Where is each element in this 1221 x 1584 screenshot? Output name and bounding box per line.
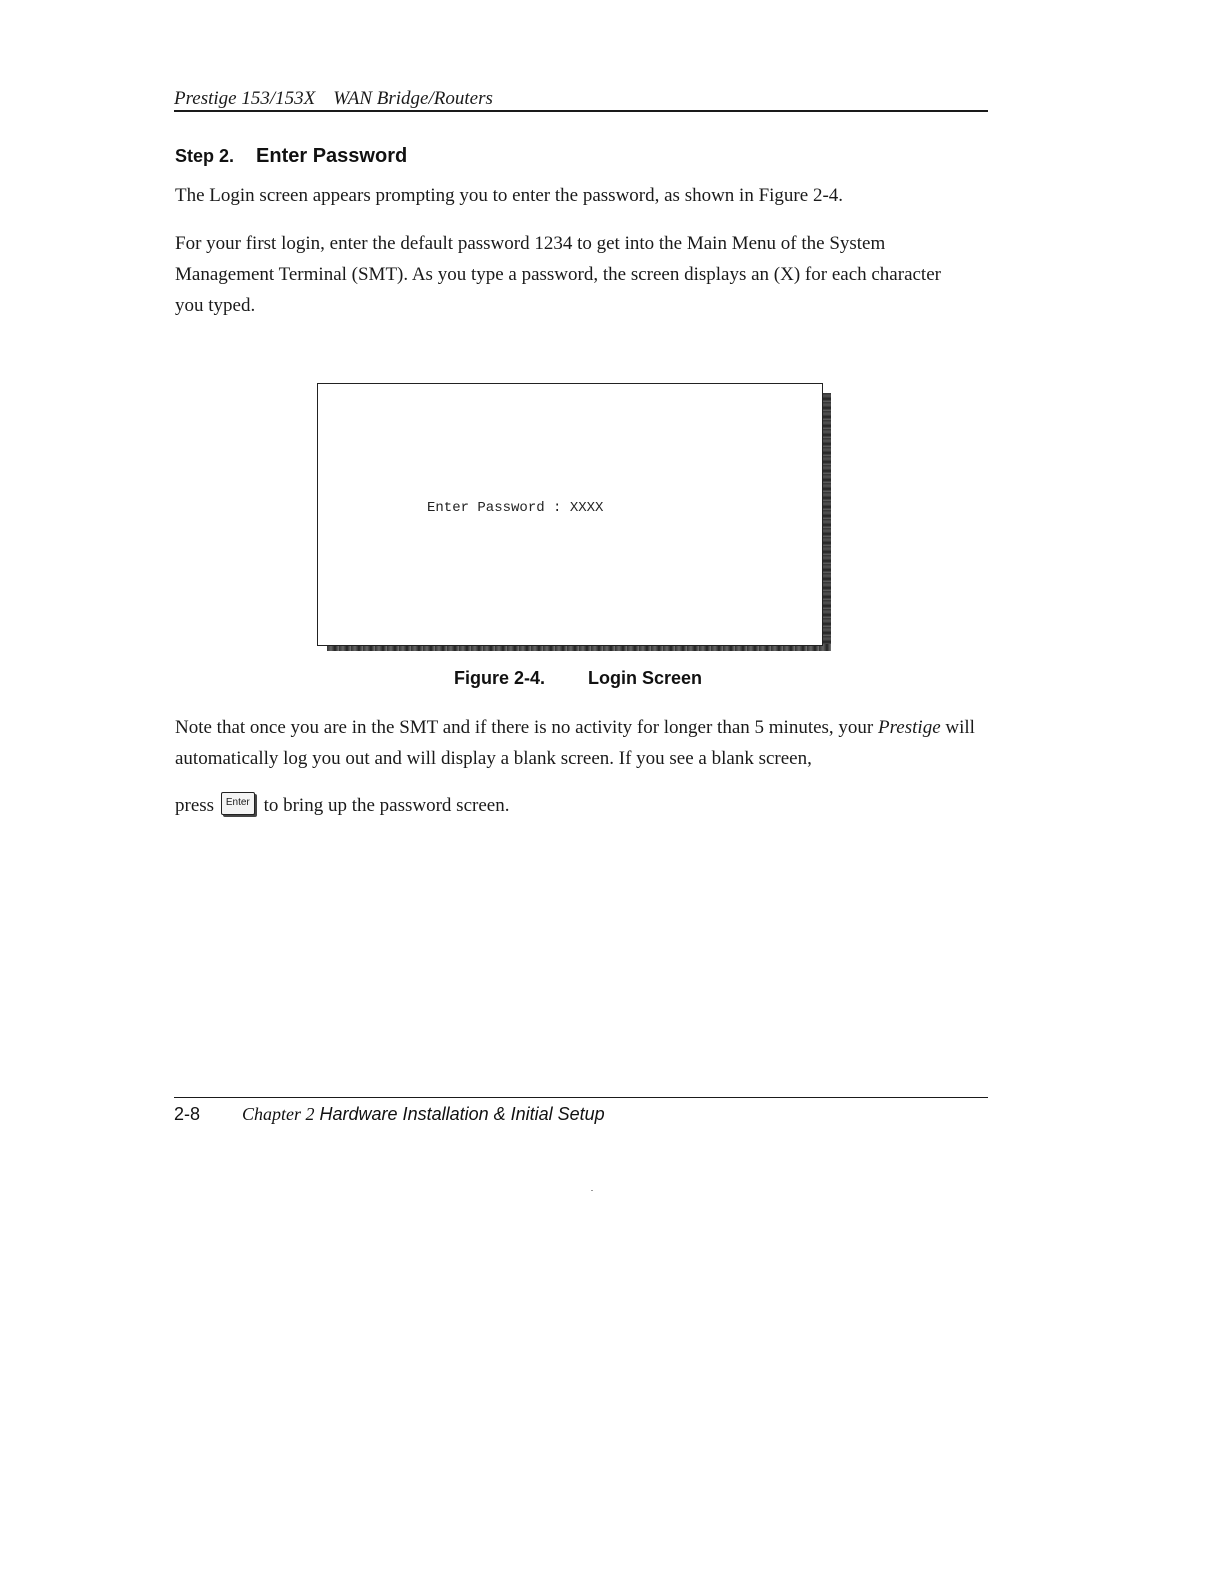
press-enter-paragraph (175, 790, 875, 821)
first-login-paragraph: For your first login, enter the default password 1234 to get into the Main Menu of the System Management Terminal (SMT). As you type a password, the screen displays an (X) for each character you typed. (175, 233, 941, 316)
press-text-after: to bring up the password screen. (263, 795, 510, 816)
scan-speck (591, 1190, 593, 1191)
step-number: Step 2. (175, 146, 235, 166)
chapter-title: Hardware Installation & Initial Setup (319, 1104, 605, 1124)
footer-text (174, 1104, 605, 1125)
step-heading (175, 145, 407, 168)
header-model: Prestige 153/153X (174, 88, 316, 109)
figure-number: Figure 2-4. (454, 668, 546, 688)
step-title: Enter Password (256, 145, 408, 167)
header-title (174, 88, 493, 110)
chapter-label: Chapter 2 (242, 1104, 315, 1124)
note-paragraph (175, 712, 990, 774)
note-text-start: Note that once you are in the SMT and if there is no activity for longer than 5 minutes, your (175, 717, 879, 738)
note-product-name: Prestige (878, 717, 941, 738)
password-prompt: Enter Password : XXXX (427, 500, 604, 516)
note-text-end: will automatically log you out and will display a blank screen. If you see a blank screen, (175, 717, 975, 769)
terminal-screen (317, 383, 823, 646)
page-number: 2-8 (174, 1104, 201, 1124)
figure-caption (454, 668, 702, 689)
header-product: WAN Bridge/Routers (333, 88, 493, 109)
intro-paragraph: The Login screen appears prompting you to enter the password, as shown in Figure 2-4. (175, 185, 844, 206)
header-rule (174, 110, 988, 112)
enter-key-icon: Enter (221, 792, 255, 815)
figure-title: Login Screen (588, 668, 703, 688)
press-text: press (175, 795, 215, 816)
footer-rule (174, 1097, 988, 1098)
